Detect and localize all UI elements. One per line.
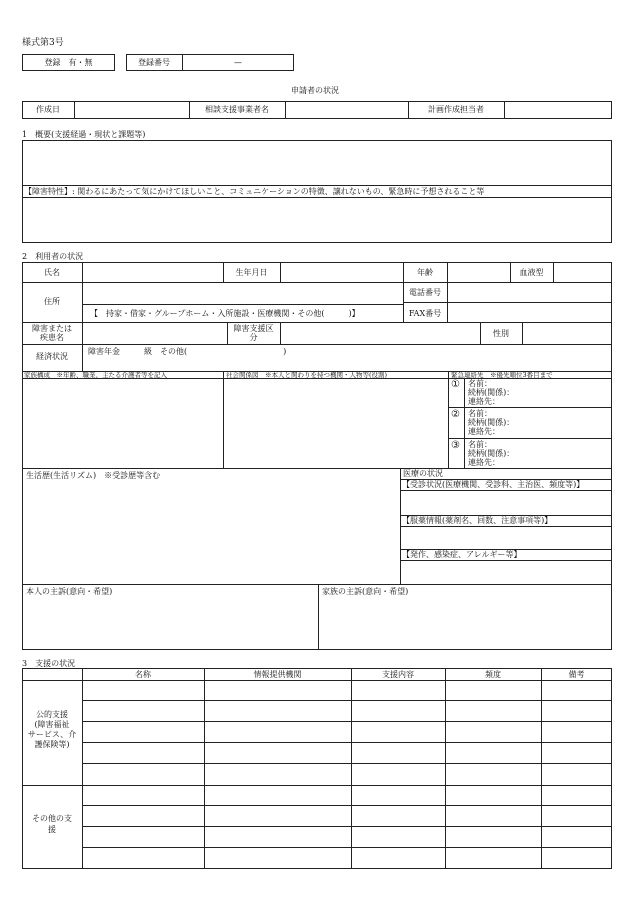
divider	[285, 101, 286, 119]
fax-label: FAX番号	[408, 309, 442, 318]
support-class-label-line2: 分	[249, 333, 258, 342]
support-status-table	[22, 668, 612, 869]
section3-title: 3 支援の状況	[22, 659, 76, 668]
divider	[522, 322, 523, 344]
divider	[400, 526, 612, 527]
family-wish-label: 家族の主訴(意向・希望)	[322, 587, 409, 596]
divider	[280, 262, 281, 282]
divider	[553, 262, 554, 282]
divider	[400, 560, 612, 561]
divider	[204, 668, 205, 869]
table-row	[82, 847, 612, 848]
registration-label: 登録 有・無	[44, 58, 93, 67]
gender-label: 性別	[493, 329, 509, 338]
table-header-divider	[22, 680, 612, 681]
header-row	[22, 101, 612, 119]
section1-title: 1 概要(支援経過・現状と課題等)	[22, 130, 146, 139]
phone-label: 電話番号	[409, 288, 441, 297]
medical-status-label: 医療の状況	[403, 469, 443, 478]
divider	[318, 584, 319, 650]
economic-label: 経済状況	[36, 352, 68, 361]
contact-1-relation: 続柄(関係)：	[468, 388, 515, 397]
divider	[403, 302, 612, 303]
divider	[280, 322, 281, 344]
divider	[22, 468, 612, 469]
contact-3-contact: 連絡先：	[468, 458, 500, 467]
name-label: 氏名	[44, 268, 60, 277]
disease-label-line2: 疾患名	[40, 333, 64, 342]
divider	[82, 304, 403, 305]
public-support-label-line2: (障害福祉	[34, 720, 70, 729]
divider	[351, 668, 352, 869]
life-history-label: 生活歴(生活リズム) ※受診歴等含む	[26, 471, 161, 480]
seizure-allergy-label: 【発作、感染症、アレルギー等】	[402, 550, 522, 559]
emergency-contact-label: 緊急連絡先 ※優先順位3番目まで	[451, 371, 553, 379]
self-wish-label: 本人の主訴(意向・希望)	[26, 587, 113, 596]
contact-1-name: 名前：	[468, 379, 492, 388]
divider	[541, 668, 542, 869]
divider	[448, 407, 612, 408]
contact-1-contact: 連絡先：	[468, 397, 500, 406]
birthdate-label: 生年月日	[235, 268, 268, 277]
document-title: 申請者の状況	[291, 86, 339, 95]
public-support-label-line4: 護保険等)	[34, 740, 70, 749]
section2-title: 2 利用者の状況	[22, 252, 84, 261]
public-support-label-line3: サービス、介	[27, 730, 77, 739]
registration-number-value: —	[234, 58, 242, 67]
disability-traits-note: 【障害特性】: 関わるにあたって気にかけてほしいこと、コミュニケーションの特徴、譲れないもの、緊急時に予想されること等	[24, 187, 485, 196]
family-structure-label: 家族構成 ※年齢、職業、主たる介護者等を記入	[24, 371, 167, 379]
planner-label: 計画作成担当者	[428, 105, 484, 114]
divider	[464, 378, 465, 468]
col-header-remarks: 備考	[568, 670, 585, 679]
divider	[22, 197, 612, 198]
divider	[448, 371, 449, 468]
divider	[504, 101, 505, 119]
medication-label: 【服薬情報(薬剤名、回数、注意事項等)】	[402, 516, 553, 525]
blood-type-label: 血液型	[519, 268, 544, 277]
agency-label: 相談支援事業者名	[205, 105, 269, 114]
divider	[74, 101, 75, 119]
form-number: 様式第3号	[22, 38, 64, 48]
table-row	[82, 721, 612, 722]
table-row	[82, 700, 612, 701]
table-row	[82, 826, 612, 827]
col-header-frequency: 頻度	[485, 670, 501, 679]
housing-options: 【 持家・借家・グループホーム・入所施設・医療機関・その他( )】	[90, 309, 360, 318]
col-header-content: 支援内容	[382, 670, 414, 679]
divider	[22, 344, 612, 345]
table-row	[82, 805, 612, 806]
pension-text: 障害年金 級 その他( )	[88, 347, 287, 356]
divider	[223, 371, 224, 468]
contact-2-name: 名前：	[468, 409, 492, 418]
contact-2-relation: 続柄(関係)：	[468, 418, 515, 427]
public-support-label-line1: 公的支援	[36, 710, 68, 719]
registration-number-label: 登録番号	[138, 58, 170, 67]
medical-visit-label: 【受診状況(医療機関、受診科、主治医、頻度等)】	[402, 480, 585, 489]
disease-label-line1: 障害または	[32, 324, 72, 333]
divider	[82, 668, 83, 869]
col-header-provider: 情報提供機関	[253, 670, 302, 679]
created-date-label: 作成日	[36, 105, 60, 114]
address-label: 住所	[44, 297, 60, 306]
contact-3-name: 名前：	[468, 440, 492, 449]
divider	[22, 322, 612, 323]
table-row	[82, 742, 612, 743]
other-support-label-line1: その他の支	[32, 814, 72, 823]
contact-3-relation: 続柄(関係)：	[468, 449, 515, 458]
contact-2-contact: 連絡先：	[468, 427, 500, 436]
group-divider	[22, 785, 612, 786]
contact-2-number: ②	[451, 409, 460, 420]
social-relations-label: 社会関係図 ※本人と関わりを持つ機関・人物等(役割)	[226, 371, 388, 379]
divider	[400, 490, 612, 491]
contact-1-number: ①	[451, 379, 460, 390]
support-class-label-line1: 障害支援区	[233, 324, 274, 333]
divider	[82, 262, 83, 371]
table-row	[82, 763, 612, 764]
divider	[22, 584, 612, 585]
divider	[22, 282, 612, 283]
divider	[448, 438, 612, 439]
other-support-label-line2: 援	[48, 825, 56, 834]
divider	[445, 668, 446, 869]
col-header-name: 名称	[135, 670, 151, 679]
age-label: 年齢	[417, 268, 433, 277]
contact-3-number: ③	[451, 440, 460, 451]
divider	[22, 185, 612, 186]
divider	[447, 262, 448, 322]
